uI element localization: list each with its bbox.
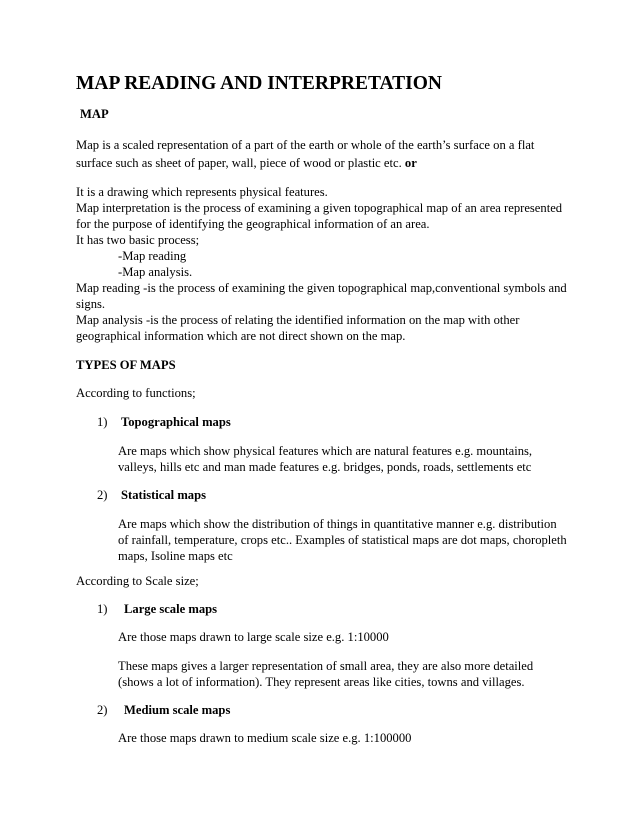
process-map-analysis: -Map analysis. — [118, 265, 193, 279]
map-reading-definition-line-1: Map reading -is the process of examining the given topographical map,conventional symbols and — [76, 281, 567, 295]
functions-intro: According to functions; — [76, 386, 196, 400]
statistical-line-2: of rainfall, temperature, crops etc.. Examples of statistical maps are dot maps, choropleth — [118, 533, 567, 547]
map-analysis-definition-line-2: geographical information which are not direct shown on the map. — [76, 329, 406, 343]
topographical-heading: Topographical maps — [121, 415, 231, 429]
topographical-number: 1) — [97, 415, 108, 429]
map-analysis-definition-line-1: Map analysis -is the process of relating the identified information on the map with other — [76, 313, 520, 327]
large-scale-line-2: These maps gives a larger representation of small area, they are also more detailed — [118, 659, 534, 673]
types-heading: TYPES OF MAPS — [76, 358, 176, 372]
page-title: MAP READING AND INTERPRETATION — [76, 73, 443, 94]
large-scale-line-1: Are those maps drawn to large scale size e.g. 1:10000 — [118, 630, 389, 644]
two-process-line: It has two basic process; — [76, 233, 200, 247]
statistical-line-1: Are maps which show the distribution of things in quantitative manner e.g. distribution — [118, 517, 557, 531]
medium-scale-heading: Medium scale maps — [124, 703, 231, 717]
medium-scale-number: 2) — [97, 703, 108, 717]
topographical-line-1: Are maps which show physical features which are natural features e.g. mountains, — [118, 444, 533, 458]
or-emphasis: or — [404, 156, 417, 170]
interpretation-line-1: Map interpretation is the process of examining a given topographical map of an area represented — [76, 201, 563, 215]
large-scale-number: 1) — [97, 602, 108, 616]
interpretation-line-2: for the purpose of identifying the geographical information of an area. — [76, 217, 430, 231]
map-definition-text: surface such as sheet of paper, wall, piece of wood or plastic etc. — [76, 156, 405, 170]
topographical-line-2: valleys, hills etc and man made features e.g. bridges, ponds, roads, settlements etc — [118, 460, 532, 474]
statistical-line-3: maps, Isoline maps etc — [118, 549, 233, 563]
large-scale-line-3: (shows a lot of information). They represent areas like cities, towns and villages. — [118, 675, 525, 689]
drawing-definition: It is a drawing which represents physical features. — [76, 185, 328, 199]
scale-intro: According to Scale size; — [76, 574, 199, 588]
medium-scale-line-1: Are those maps drawn to medium scale size e.g. 1:100000 — [118, 731, 412, 745]
statistical-heading: Statistical maps — [121, 488, 207, 502]
large-scale-heading: Large scale maps — [124, 602, 218, 616]
process-map-reading: -Map reading — [118, 249, 187, 263]
map-definition-line-2 — [76, 155, 417, 171]
map-definition-line-1: Map is a scaled representation of a part of the earth or whole of the earth’s surface on a flat — [76, 138, 535, 152]
statistical-number: 2) — [97, 488, 108, 502]
map-heading: MAP — [80, 107, 109, 121]
map-reading-definition-line-2: signs. — [76, 297, 106, 311]
